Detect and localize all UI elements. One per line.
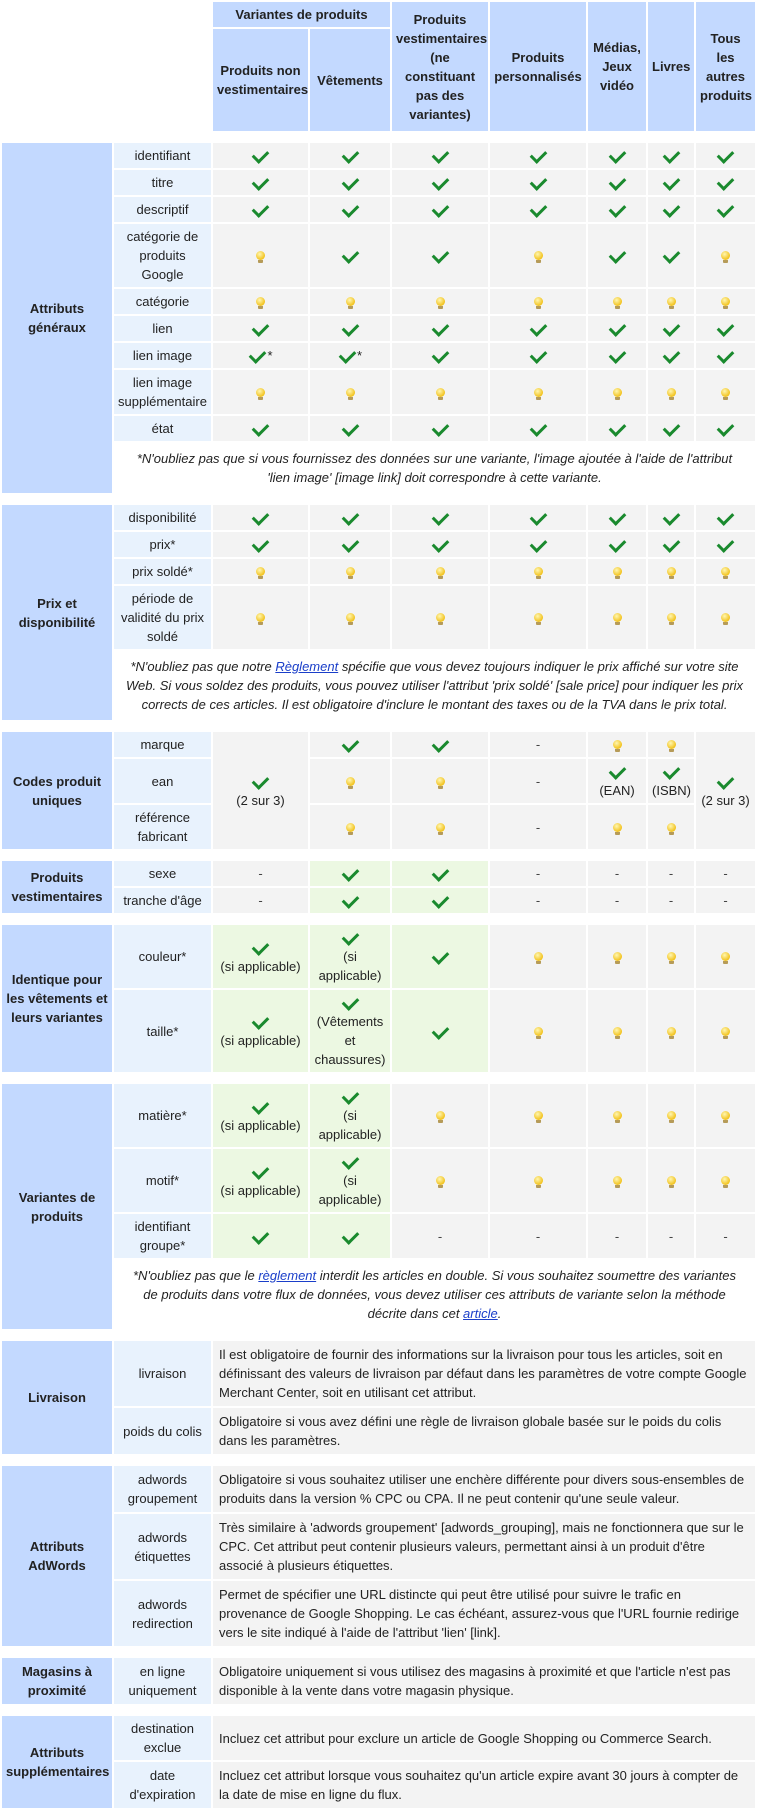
si-applicable: (si applicable) [220, 958, 301, 974]
star-mark: * [356, 348, 363, 363]
check-icon [529, 508, 547, 526]
check-icon [252, 535, 270, 553]
bulb-icon [667, 823, 676, 832]
check-icon [608, 346, 626, 364]
header-variantes: Variantes de produits [213, 2, 390, 27]
bulb-icon [721, 952, 730, 961]
note-text: . [497, 1306, 502, 1321]
bulb-icon [721, 613, 730, 622]
bulb-icon [256, 613, 265, 622]
section-magasins: Magasins à proximité [2, 1658, 112, 1704]
check-icon [431, 419, 449, 437]
check-icon [341, 319, 359, 337]
bulb-icon [667, 1176, 676, 1185]
check-icon [341, 419, 359, 437]
dash: - [258, 866, 263, 881]
desc-date-exp: Incluez cet attribut lorsque vous souhaitez qu'un article expire avant 30 jours à compter de la date de mise en ligne du flux. [213, 1762, 755, 1808]
bulb-icon [346, 388, 355, 397]
bulb-icon [721, 251, 730, 260]
attr-en-ligne: en ligne uniquement [114, 1658, 211, 1704]
check-icon [431, 173, 449, 191]
bulb-icon [346, 777, 355, 786]
attr-taille: taille* [114, 990, 211, 1072]
attr-couleur: couleur* [114, 925, 211, 988]
desc-destination: Incluez cet attribut pour exclure un article de Google Shopping ou Commerce Search. [213, 1716, 755, 1760]
check-icon [341, 173, 359, 191]
attr-tranche: tranche d'âge [114, 888, 211, 913]
check-icon [252, 772, 270, 790]
check-icon [252, 508, 270, 526]
attr-identifiant-groupe: identifiant groupe* [114, 1214, 211, 1258]
header-perso: Produits personnalisés [490, 2, 586, 131]
attr-matiere: matière* [114, 1084, 211, 1147]
bulb-icon [346, 613, 355, 622]
bulb-icon [613, 823, 622, 832]
si-applicable: (si applicable) [318, 1108, 382, 1142]
si-applicable: (si applicable) [318, 949, 382, 983]
bulb-icon [613, 567, 622, 576]
check-icon [717, 535, 735, 553]
check-icon [431, 864, 449, 882]
attr-livraison: livraison [114, 1341, 211, 1406]
check-icon [341, 891, 359, 909]
bulb-icon [667, 740, 676, 749]
bulb-icon [436, 1176, 445, 1185]
section-supp: Attributs supplémentaires [2, 1716, 112, 1808]
check-icon [341, 1152, 359, 1170]
dash: - [535, 866, 541, 881]
check-icon [341, 535, 359, 553]
bulb-icon [436, 823, 445, 832]
check-icon [431, 200, 449, 218]
note-image: *N'oubliez pas que si vous fournissez des données sur une variante, l'image ajoutée à l'aide de l'attribut 'lien image' [image link] doit correspondre à cette variante. [114, 443, 755, 493]
check-icon [608, 319, 626, 337]
note-text: *N'oubliez pas que le [133, 1268, 259, 1283]
check-icon [529, 146, 547, 164]
section-generaux: Attributs généraux [2, 143, 112, 493]
dash: - [723, 1228, 728, 1244]
note-text: *N'oubliez pas que notre [130, 659, 276, 674]
check-icon [431, 535, 449, 553]
corner-blank [114, 2, 211, 131]
attr-reference: référence fabricant [114, 805, 211, 849]
check-icon [717, 146, 735, 164]
check-icon [341, 928, 359, 946]
article-link[interactable]: article [463, 1306, 498, 1321]
check-icon [717, 200, 735, 218]
attr-adwords-groupement: adwords groupement [114, 1466, 211, 1512]
header-vest-ne: Produits vestimentaires (ne constituant pas des variantes) [392, 2, 488, 131]
check-icon [662, 246, 680, 264]
bulb-icon [436, 777, 445, 786]
check-icon [341, 200, 359, 218]
bulb-icon [534, 567, 543, 576]
check-icon [662, 508, 680, 526]
dash: - [535, 737, 541, 752]
check-icon [529, 200, 547, 218]
bulb-icon [613, 740, 622, 749]
header-medias: Médias, Jeux vidéo [588, 2, 646, 131]
check-icon [431, 947, 449, 965]
dash: - [535, 893, 541, 908]
check-icon [608, 762, 626, 780]
bulb-icon [667, 297, 676, 306]
si-applicable: (si applicable) [220, 1182, 301, 1198]
section-variantes: Variantes de produits [2, 1084, 112, 1329]
si-applicable: (si applicable) [220, 1117, 301, 1133]
check-icon [431, 1022, 449, 1040]
bulb-icon [667, 1111, 676, 1120]
attr-destination: destination exclue [114, 1716, 211, 1760]
check-icon [341, 246, 359, 264]
dash: - [668, 1228, 674, 1244]
attr-categorie-google: catégorie de produits Google [114, 224, 211, 287]
attr-motif: motif* [114, 1149, 211, 1212]
header-vetements: Vêtements [310, 29, 390, 131]
bulb-icon [667, 388, 676, 397]
check-icon [662, 535, 680, 553]
attr-adwords-etiquettes: adwords étiquettes [114, 1514, 211, 1579]
bulb-icon [534, 388, 543, 397]
check-icon [341, 864, 359, 882]
bulb-icon [721, 297, 730, 306]
section-adwords: Attributs AdWords [2, 1466, 112, 1646]
header-livres: Livres [648, 2, 694, 131]
check-icon [608, 508, 626, 526]
check-icon [529, 319, 547, 337]
check-icon [341, 735, 359, 753]
star-mark: * [267, 348, 273, 363]
bulb-icon [667, 1027, 676, 1036]
si-applicable: (si applicable) [318, 1173, 382, 1207]
bulb-icon [256, 297, 265, 306]
check-icon [341, 993, 359, 1011]
bulb-icon [534, 251, 543, 260]
bulb-icon [534, 297, 543, 306]
check-icon [252, 1097, 270, 1115]
check-icon [608, 535, 626, 553]
check-icon [431, 508, 449, 526]
bulb-icon [534, 1111, 543, 1120]
bulb-icon [436, 388, 445, 397]
ean-mark: (EAN) [599, 783, 635, 798]
bulb-icon [613, 1111, 622, 1120]
bulb-icon [667, 613, 676, 622]
attr-categorie: catégorie [114, 289, 211, 314]
dash: - [437, 1228, 443, 1244]
check-icon [529, 535, 547, 553]
check-icon [341, 146, 359, 164]
check-icon [431, 346, 449, 364]
check-icon [662, 419, 680, 437]
isbn-mark: (ISBN) [652, 783, 692, 798]
check-icon [252, 419, 270, 437]
check-icon [341, 508, 359, 526]
bulb-icon [256, 388, 265, 397]
check-icon [662, 200, 680, 218]
check-icon [431, 146, 449, 164]
check-icon [608, 246, 626, 264]
check-icon [717, 173, 735, 191]
deux-sur-3: (2 sur 3) [701, 792, 750, 808]
bulb-icon [346, 823, 355, 832]
check-icon [341, 1087, 359, 1105]
section-livraison: Livraison [2, 1341, 112, 1454]
note-text: spécifie que vous devez toujours indiquer le prix affiché sur votre site Web. Si vous soldez des produits, vous pouvez utiliser l'attribut 'prix soldé' [sale price] pour indiquer les prix corrects de ces articles. Il est obligatoire d'inclure le montant des taxes ou de la TVA dans le prix total. [125, 659, 744, 712]
bulb-icon [436, 567, 445, 576]
check-icon [662, 762, 680, 780]
check-icon [252, 938, 270, 956]
attr-periode: période de validité du prix soldé [114, 586, 211, 649]
attr-descriptif: descriptif [114, 197, 211, 222]
check-icon [252, 1227, 270, 1245]
bulb-icon [436, 1111, 445, 1120]
section-prix: Prix et disponibilité [2, 505, 112, 720]
check-icon [717, 346, 735, 364]
check-icon [252, 319, 270, 337]
attr-poids: poids du colis [114, 1408, 211, 1454]
desc-etiquettes: Très similaire à 'adwords groupement' [adwords_grouping], mais ne fonctionnera que sur le CPC. Cet attribut peut contenir plusieurs valeurs, permettant ainsi à un produit d'être associé à plusieurs étiquettes. [213, 1514, 755, 1579]
check-icon [249, 346, 267, 364]
check-icon [529, 173, 547, 191]
check-icon [717, 508, 735, 526]
bulb-icon [613, 297, 622, 306]
bulb-icon [721, 1027, 730, 1036]
si-applicable: (si applicable) [220, 1033, 301, 1048]
check-icon [717, 772, 735, 790]
desc-en-ligne: Obligatoire uniquement si vous utilisez des magasins à proximité et que l'article n'est pas disponible à la vente dans votre magasin physique. [213, 1658, 755, 1704]
check-icon [431, 246, 449, 264]
deux-sur-3: (2 sur 3) [236, 792, 285, 808]
section-vest: Produits vestimentaires [2, 861, 112, 913]
check-icon [431, 735, 449, 753]
corner-blank [2, 2, 112, 131]
attr-lien-image-supp: lien image supplémentaire [114, 370, 211, 414]
bulb-icon [613, 388, 622, 397]
dash: - [614, 866, 620, 881]
note-variantes [114, 1260, 755, 1329]
dash: - [614, 1228, 620, 1244]
dash: - [258, 893, 263, 908]
bulb-icon [256, 251, 265, 260]
check-icon [662, 146, 680, 164]
bulb-icon [256, 567, 265, 576]
bulb-icon [721, 388, 730, 397]
desc-groupement: Obligatoire si vous souhaitez utiliser une enchère différente pour divers sous-ensembles de produits dans la version % CPC ou CPA. Il ne peut contenir qu'une seule valeur. [213, 1466, 755, 1512]
dash: - [668, 866, 674, 881]
desc-livraison: Il est obligatoire de fournir des informations sur la livraison pour tous les articles, soit en définissant des valeurs de livraison par défaut dans les paramètres de votre compte Google Merchant Center, soit en utilisant cet attribut. [213, 1341, 755, 1406]
attr-marque: marque [114, 732, 211, 757]
bulb-icon [436, 297, 445, 306]
attr-prix-solde: prix soldé* [114, 559, 211, 584]
check-icon [717, 419, 735, 437]
check-icon [252, 1012, 270, 1030]
bulb-icon [667, 952, 676, 961]
check-icon [252, 146, 270, 164]
dash: - [668, 893, 674, 908]
desc-poids: Obligatoire si vous avez défini une règle de livraison globale basée sur le poids du colis dans les paramètres. [213, 1408, 755, 1454]
check-icon [339, 346, 357, 364]
dash: - [535, 773, 541, 789]
check-icon [608, 419, 626, 437]
note-prix [114, 651, 755, 720]
attr-identifiant: identifiant [114, 143, 211, 168]
check-icon [341, 1227, 359, 1245]
dash: - [723, 893, 728, 908]
bulb-icon [436, 613, 445, 622]
check-icon [252, 173, 270, 191]
section-codes: Codes produit uniques [2, 732, 112, 849]
attr-sexe: sexe [114, 861, 211, 886]
check-icon [662, 319, 680, 337]
check-icon [662, 346, 680, 364]
bulb-icon [534, 613, 543, 622]
check-icon [608, 173, 626, 191]
attr-lien: lien [114, 316, 211, 341]
bulb-icon [721, 567, 730, 576]
check-icon [717, 319, 735, 337]
header-autres: Tous les autres produits [696, 2, 755, 131]
reglement-link[interactable]: Règlement [275, 659, 339, 674]
bulb-icon [721, 1111, 730, 1120]
bulb-icon [534, 1176, 543, 1185]
section-identique: Identique pour les vêtements et leurs variantes [2, 925, 112, 1072]
check-icon [431, 891, 449, 909]
check-icon [431, 319, 449, 337]
bulb-icon [667, 567, 676, 576]
bulb-icon [613, 952, 622, 961]
bulb-icon [534, 1027, 543, 1036]
attr-lien-image: lien image [114, 343, 211, 368]
attr-date-exp: date d'expiration [114, 1762, 211, 1808]
bulb-icon [613, 1176, 622, 1185]
check-icon [252, 200, 270, 218]
attr-etat: état [114, 416, 211, 441]
attr-disponibilite: disponibilité [114, 505, 211, 530]
bulb-icon [346, 297, 355, 306]
desc-redirection: Permet de spécifier une URL distincte qui peut être utilisé pour suivre le trafic en provenance de Google Shopping. Le cas échéant, assurez-vous que l'URL fournie redirige vers le site indiqué à l'aide de l'attribut 'lien' [link]. [213, 1581, 755, 1646]
dash: - [535, 819, 541, 835]
dash: - [614, 893, 620, 908]
attr-titre: titre [114, 170, 211, 195]
bulb-icon [613, 1027, 622, 1036]
check-icon [662, 173, 680, 191]
dash: - [535, 1228, 541, 1244]
attr-prix: prix* [114, 532, 211, 557]
bulb-icon [346, 567, 355, 576]
check-icon [529, 346, 547, 364]
check-icon [608, 146, 626, 164]
check-icon [252, 1162, 270, 1180]
attr-ean: ean [114, 759, 211, 803]
bulb-icon [613, 613, 622, 622]
header-non-vest: Produits non vestimentaires [213, 29, 308, 131]
check-icon [608, 200, 626, 218]
reglement-link[interactable]: règlement [258, 1268, 317, 1283]
bulb-icon [721, 1176, 730, 1185]
check-icon [529, 419, 547, 437]
attr-adwords-redirection: adwords redirection [114, 1581, 211, 1646]
vet-chaussures: (Vêtements et chaussures) [314, 1014, 386, 1067]
note-text: interdit les articles en double. Si vous souhaitez soumettre des variantes de produits dans votre flux de données, vous devez utiliser ces attributs de variante selon la méthode décrite dans cet [143, 1268, 736, 1321]
dash: - [723, 866, 728, 881]
bulb-icon [534, 952, 543, 961]
